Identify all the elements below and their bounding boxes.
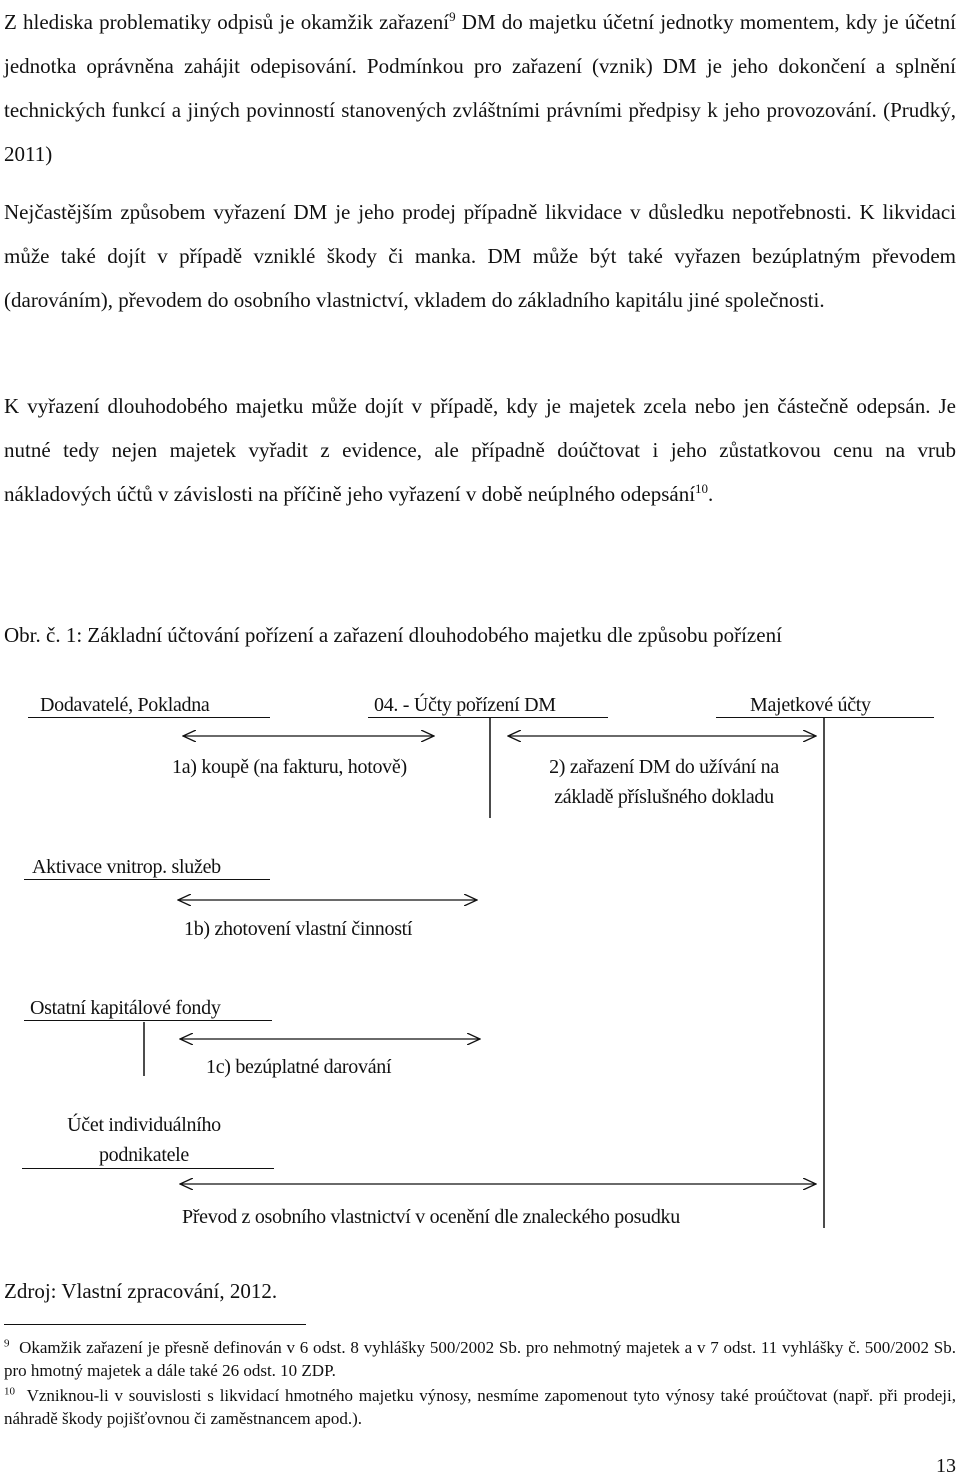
paragraph-text: DM do majetku účetní jednotky momentem, kdy je účetní jednotka oprávněna zahájit odepisování. Podmínkou pro zařazení (vznik) DM je jeho dokončení a splnění technických funkcí a jiných povinností stanovených zvláštními právními předpisy k jeho provozování. (Prudký, 2011) <box>4 10 957 166</box>
account-underline <box>28 717 270 718</box>
footnote-text: Vzniknou-li v souvislosti s likvidací hmotného majetku výnosy, nesmíme zapomenout tyto výnosy také proúčtovat (např. při prodeji, náhradě škody pojišťovnou či zaměstnancem apod.). <box>4 1386 956 1428</box>
account-underline <box>22 1168 274 1169</box>
account-underline <box>24 879 270 880</box>
figure-source: Zdroj: Vlastní zpracování, 2012. <box>4 1279 278 1303</box>
footnote-number: 9 <box>4 1337 10 1350</box>
account-acquisition: 04. - Účty pořízení DM <box>374 694 556 716</box>
paragraph-text: . <box>708 482 714 506</box>
flow-label-line: 2) zařazení DM do užívání na <box>549 756 779 778</box>
account-underline <box>24 1020 272 1021</box>
account-label-line: podnikatele <box>98 1144 189 1166</box>
flow-label-transfer: Převod z osobního vlastnictví v ocenění dle znaleckého posudku <box>182 1206 680 1228</box>
account-asset: Majetkové účty <box>750 694 871 716</box>
flow-label-line: základě příslušného dokladu <box>554 786 774 808</box>
account-suppliers: Dodavatelé, Pokladna <box>40 694 210 716</box>
account-capital-funds: Ostatní kapitálové fondy <box>30 997 221 1019</box>
paragraph-disposal: Nejčastějším způsobem vyřazení DM je jeho prodej případně likvidace v důsledku nepotřebnosti. K likvidaci může také dojít v případě vzniklé škody či manka. DM může být také vyřazen bezúplatným převodem (darováním), převodem do osobního vlastnictví, vkladem do základního kapitálu jiné společnosti. <box>4 200 956 312</box>
account-activation: Aktivace vnitrop. služeb <box>32 856 221 878</box>
figure-caption: Obr. č. 1: Základní účtování pořízení a zařazení dlouhodobého majetku dle způsobu pořízení <box>4 623 782 647</box>
flow-label-purchase: 1a) koupě (na fakturu, hotově) <box>172 756 407 778</box>
paragraph-text: K vyřazení dlouhodobého majetku může dojít v případě, kdy je majetek zcela nebo jen částečně odepsán. Je nutné tedy nejen majetek vyřadit z evidence, ale případně doúčtovat i jeho zůstatkovou cenu na vrub nákladových účtů v závislosti na příčině jeho vyřazení v době neúplného odepsání <box>4 394 956 506</box>
account-underline <box>368 717 608 718</box>
footnote-9 <box>4 1336 956 1382</box>
account-label-line: Účet individuálního <box>67 1114 221 1136</box>
account-underline <box>716 717 934 718</box>
account-owner <box>44 1110 244 1170</box>
footnote-text: Okamžik zařazení je přesně definován v 6 odst. 8 vyhlášky 500/2002 Sb. pro nehmotný majetek a v 7 odst. 11 vyhlášky č. 500/2002 Sb. pro hmotný majetek a dále také 26 odst. 10 ZDP. <box>4 1338 956 1380</box>
flow-label-donation: 1c) bezúplatné darování <box>206 1056 392 1078</box>
footnote-10 <box>4 1384 956 1430</box>
page-number: 13 <box>936 1455 956 1477</box>
paragraph-text: Z hlediska problematiky odpisů je okamžik zařazení <box>4 10 450 34</box>
footnote-ref-9[interactable]: 9 <box>449 9 456 24</box>
flow-label-placement <box>504 752 824 812</box>
footnote-ref-10[interactable]: 10 <box>695 481 709 496</box>
footnote-divider <box>4 1324 306 1325</box>
footnote-number: 10 <box>4 1385 15 1398</box>
flow-label-own-work: 1b) zhotovení vlastní činností <box>184 918 413 940</box>
